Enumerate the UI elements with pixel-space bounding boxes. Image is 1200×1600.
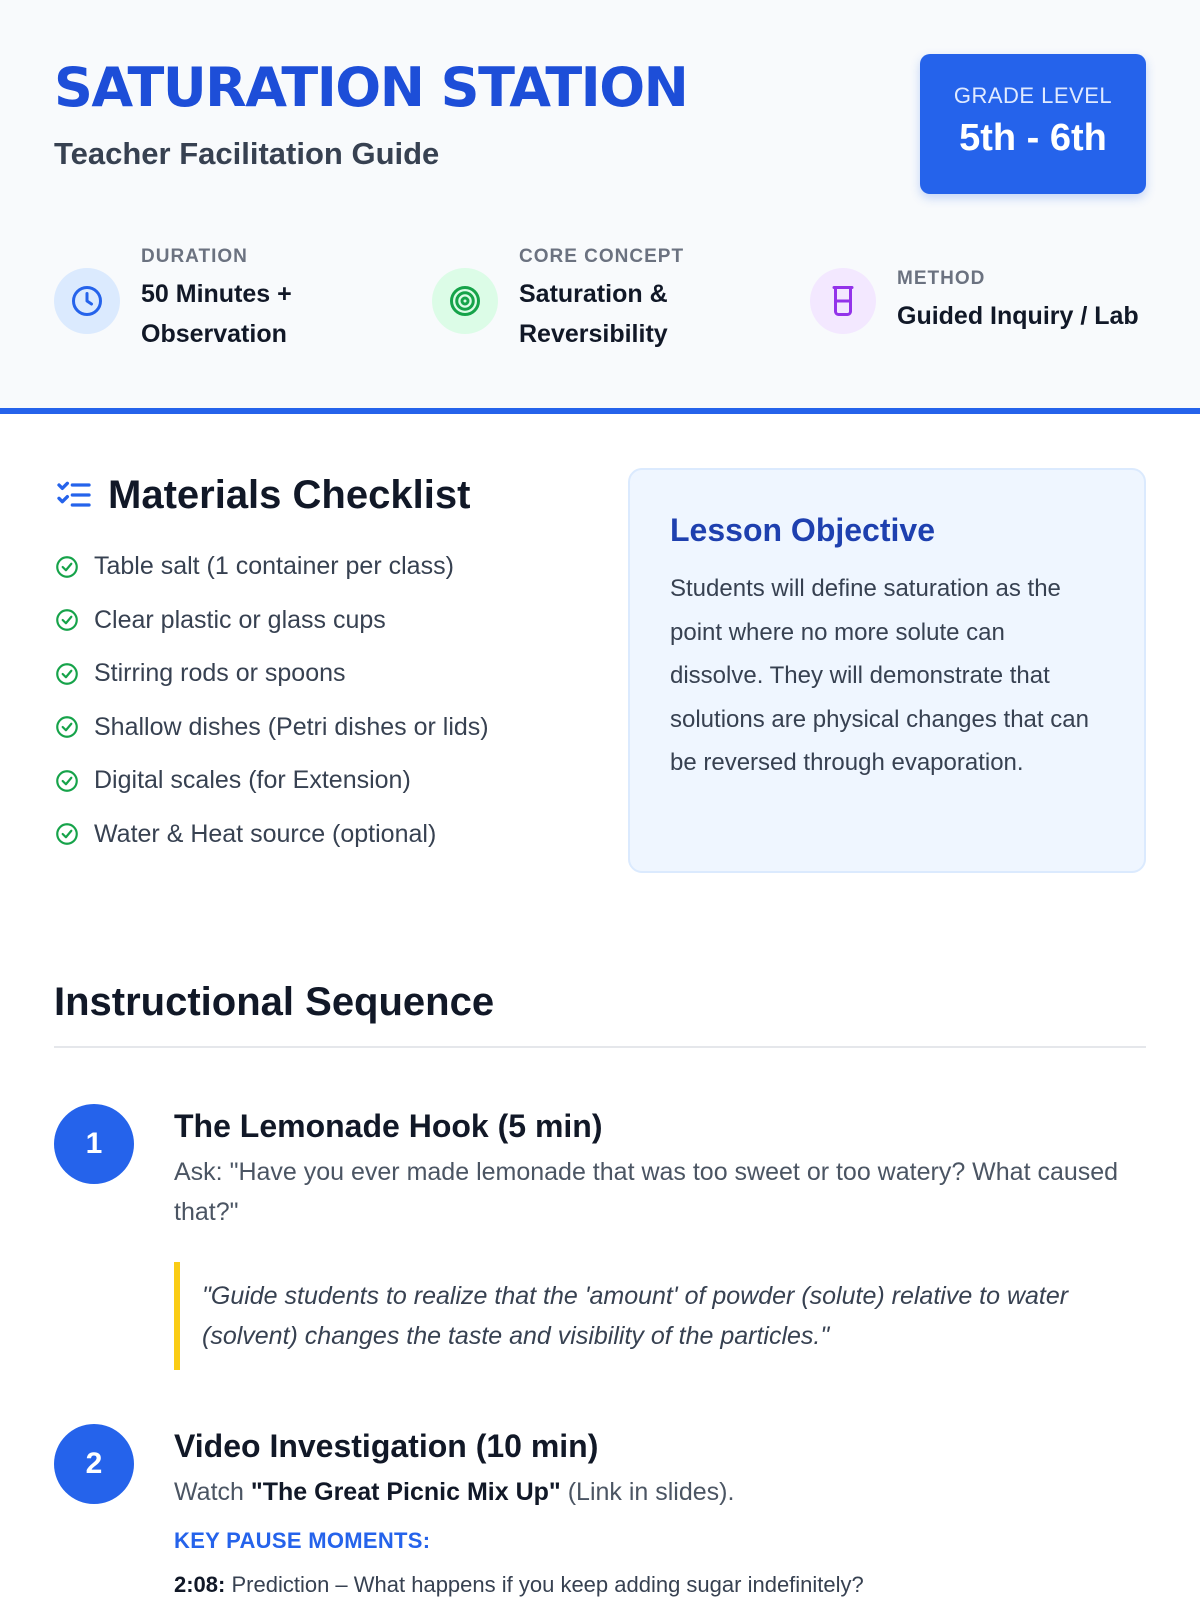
step-title: Video Investigation (10 min) xyxy=(174,1428,599,1464)
materials-checklist xyxy=(54,470,594,861)
divider xyxy=(54,1046,1146,1048)
video-title: "The Great Picnic Mix Up" xyxy=(250,1478,561,1506)
list-item xyxy=(54,647,594,701)
materials-heading xyxy=(54,470,594,520)
meta-label: CORE CONCEPT xyxy=(519,246,685,267)
list-item xyxy=(54,808,594,862)
grade-level-badge xyxy=(920,54,1146,194)
materials-title: Materials Checklist xyxy=(108,472,471,517)
objective-text: Students will define saturation as the point where no more solute can dissolve. They will demonstrate that solutions are physical changes that can be reversed through evaporation. xyxy=(670,575,1089,776)
material-label: Clear plastic or glass cups xyxy=(94,605,386,634)
list-item xyxy=(54,594,594,648)
material-label: Shallow dishes (Petri dishes or lids) xyxy=(94,712,489,741)
step-number-badge: 1 xyxy=(54,1104,134,1184)
target-icon xyxy=(432,268,498,334)
sequence-heading: Instructional Sequence xyxy=(54,980,495,1024)
meta-label: METHOD xyxy=(897,268,986,289)
step-text-prefix: Watch xyxy=(174,1478,251,1506)
material-label: Table salt (1 container per class) xyxy=(94,552,454,581)
teacher-note-quote: "Guide students to realize that the 'amount' of powder (solute) relative to water (solvent) changes the taste and visibility of the particles." xyxy=(174,1262,1146,1370)
list-item xyxy=(54,701,594,755)
pause-moment-item xyxy=(174,1572,1146,1598)
material-label: Water & Heat source (optional) xyxy=(94,819,437,848)
meta-value: 50 Minutes + Observation xyxy=(141,280,292,348)
material-label: Stirring rods or spoons xyxy=(94,659,346,688)
clock-icon xyxy=(54,268,120,334)
step-text: Ask: "Have you ever made lemonade that was too sweet or too watery? What caused that?" xyxy=(174,1158,1119,1226)
check-circle-icon xyxy=(54,607,80,633)
beaker-icon xyxy=(810,268,876,334)
objective-title: Lesson Objective xyxy=(670,512,935,548)
pause-description: Prediction – What happens if you keep adding sugar indefinitely? xyxy=(225,1572,864,1597)
step-title: The Lemonade Hook (5 min) xyxy=(174,1108,603,1144)
check-circle-icon xyxy=(54,714,80,740)
check-circle-icon xyxy=(54,554,80,580)
step-text-suffix: (Link in slides). xyxy=(560,1478,735,1506)
material-label: Digital scales (for Extension) xyxy=(94,766,411,795)
grade-level-label: GRADE LEVEL xyxy=(953,83,1113,108)
guide-header xyxy=(0,0,1200,414)
check-circle-icon xyxy=(54,661,80,687)
step-number-badge: 2 xyxy=(54,1424,134,1504)
step-text xyxy=(174,1472,1146,1512)
list-item xyxy=(54,754,594,808)
pause-moments-label: KEY PAUSE MOMENTS: xyxy=(174,1528,431,1553)
lesson-objective-card xyxy=(628,468,1146,873)
grade-level-value: 5th - 6th xyxy=(959,117,1107,159)
meta-value: Guided Inquiry / Lab xyxy=(897,302,1139,330)
page-subtitle: Teacher Facilitation Guide xyxy=(54,136,440,171)
check-circle-icon xyxy=(54,821,80,847)
page-title: SATURATION STATION xyxy=(54,56,688,119)
meta-label: DURATION xyxy=(141,246,248,267)
checklist-icon xyxy=(54,475,94,515)
meta-value: Saturation & Reversibility xyxy=(519,280,668,348)
list-item xyxy=(54,540,594,594)
check-circle-icon xyxy=(54,768,80,794)
lesson-meta xyxy=(54,246,1146,356)
pause-timestamp: 2:08: xyxy=(174,1572,226,1597)
materials-list xyxy=(54,540,594,861)
